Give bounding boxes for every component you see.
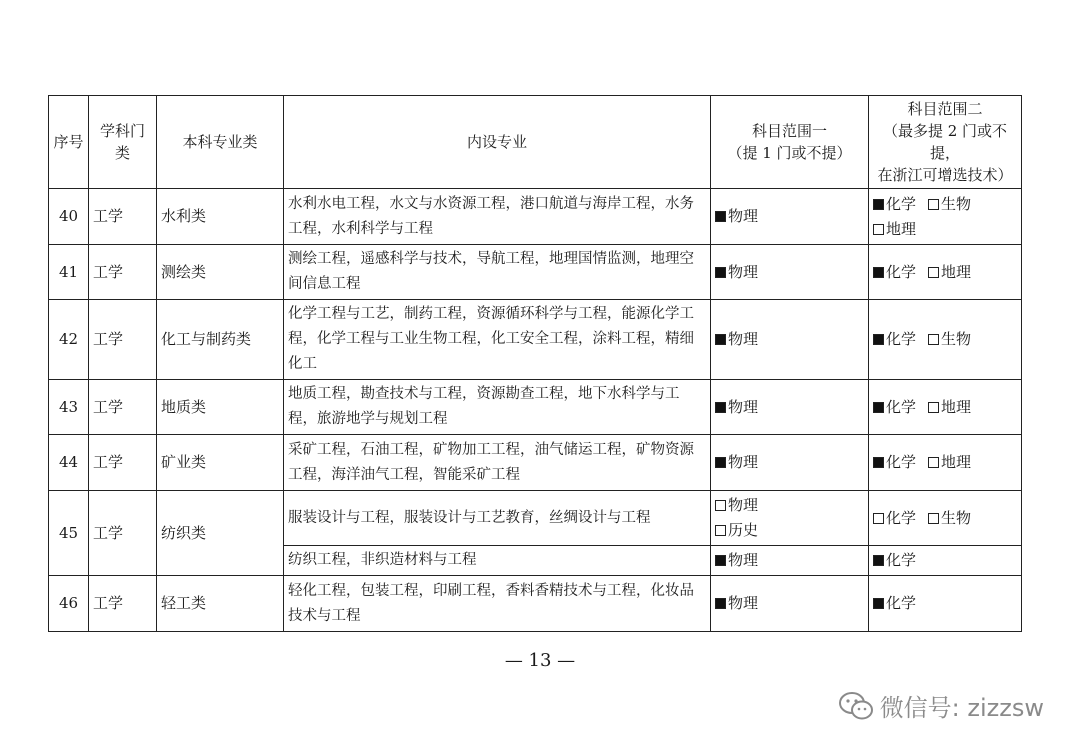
row-discipline: 工学 <box>89 435 157 491</box>
row-seq: 45 <box>49 491 89 576</box>
subject-option-label: 化学 <box>886 594 917 612</box>
row-scope1 <box>711 491 869 546</box>
subject-option-label: 物理 <box>728 397 759 416</box>
subject-option-label: 物理 <box>728 551 759 569</box>
row-scope1 <box>711 380 869 435</box>
row-scope2 <box>869 189 1022 245</box>
row-major-class: 化工与制药类 <box>157 300 284 380</box>
row-specialties: 化学工程与工艺，制药工程，资源循环科学与工程，能源化学工程，化学工程与工业生物工程，化工安全工程，涂料工程，精细化工 <box>284 300 711 380</box>
table-row <box>49 245 1022 300</box>
checked-box-icon <box>873 199 884 210</box>
row-seq: 46 <box>49 576 89 632</box>
subject-option <box>715 594 758 612</box>
subject-option <box>715 330 758 348</box>
subject-option-label: 化学 <box>886 397 917 416</box>
row-scope1 <box>711 576 869 632</box>
subject-option-label: 物理 <box>728 594 759 612</box>
unchecked-box-icon <box>715 525 726 536</box>
subject-option <box>873 594 916 612</box>
row-seq: 40 <box>49 189 89 245</box>
subject-option-label: 地理 <box>941 397 972 416</box>
checked-box-icon <box>873 555 884 566</box>
subject-option-label: 地理 <box>886 219 917 238</box>
row-discipline: 工学 <box>89 245 157 300</box>
page-number: — 13 — <box>504 650 576 671</box>
subject-option-label: 物理 <box>728 496 759 514</box>
header-major-class: 本科专业类 <box>157 96 284 189</box>
header-scope1-line1: 科目范围一 <box>751 122 827 140</box>
row-specialties: 水利水电工程，水文与水资源工程，港口航道与海岸工程，水务工程，水利科学与工程 <box>284 189 711 245</box>
table-row <box>49 380 1022 435</box>
row-scope2 <box>869 491 1022 546</box>
table-body <box>49 189 1022 632</box>
subject-option-label: 生物 <box>941 194 972 213</box>
table-row <box>49 435 1022 491</box>
checked-box-icon <box>715 334 726 345</box>
row-discipline: 工学 <box>89 491 157 576</box>
subject-option-label: 地理 <box>941 453 972 471</box>
subject-option <box>715 518 852 543</box>
unchecked-box-icon <box>928 199 939 210</box>
row-specialties: 纺织工程，非织造材料与工程 <box>284 546 711 576</box>
unchecked-box-icon <box>928 402 939 413</box>
watermark-text: 微信号: zizzsw <box>879 694 1044 722</box>
subject-option-label: 化学 <box>886 194 917 213</box>
row-specialties: 采矿工程，石油工程，矿物加工工程，油气储运工程，矿物资源工程，海洋油气工程，智能采矿工程 <box>284 435 711 491</box>
checked-box-icon <box>715 457 726 468</box>
subject-option <box>715 551 758 569</box>
watermark <box>838 688 1044 723</box>
header-scope2-line1: 科目范围二 <box>907 100 983 118</box>
subject-option <box>873 220 916 238</box>
checked-box-icon <box>873 267 884 278</box>
row-scope2 <box>869 300 1022 380</box>
header-discipline: 学科门类 <box>89 96 157 189</box>
row-specialties: 轻化工程，包装工程，印刷工程，香料香精技术与工程，化妆品技术与工程 <box>284 576 711 632</box>
subject-option <box>928 398 971 416</box>
subject-option <box>715 493 852 518</box>
row-discipline: 工学 <box>89 576 157 632</box>
table-row <box>49 300 1022 380</box>
checked-box-icon <box>715 267 726 278</box>
unchecked-box-icon <box>873 513 884 524</box>
wechat-logo-icon <box>838 691 874 721</box>
row-specialties: 地质工程，勘查技术与工程，资源勘查工程，地下水科学与工程，旅游地学与规划工程 <box>284 380 711 435</box>
row-scope1 <box>711 245 869 300</box>
subject-option <box>715 453 758 471</box>
row-seq: 41 <box>49 245 89 300</box>
checked-box-icon <box>715 402 726 413</box>
subject-option <box>928 330 971 348</box>
row-scope2 <box>869 546 1022 576</box>
header-seq: 序号 <box>49 96 89 189</box>
subject-option <box>873 263 916 281</box>
subject-requirements-table <box>48 95 1022 632</box>
subject-option-label: 地理 <box>941 262 972 281</box>
table-row <box>49 189 1022 245</box>
subject-option <box>873 551 916 569</box>
checked-box-icon <box>873 402 884 413</box>
subject-option <box>873 509 916 527</box>
subject-option-label: 历史 <box>728 521 759 539</box>
row-scope2 <box>869 576 1022 632</box>
subject-option-label: 化学 <box>886 330 917 348</box>
header-scope1 <box>711 96 869 189</box>
checked-box-icon <box>873 598 884 609</box>
row-discipline: 工学 <box>89 189 157 245</box>
subject-option-label: 物理 <box>728 330 759 348</box>
checked-box-icon <box>715 598 726 609</box>
row-scope2 <box>869 245 1022 300</box>
subject-option <box>715 263 758 281</box>
subject-option <box>928 509 971 527</box>
header-scope1-line2: （提 1 门或不提） <box>727 144 852 162</box>
subject-option <box>715 207 758 225</box>
row-scope1 <box>711 300 869 380</box>
header-scope2-line2: （最多提 2 门或不提， <box>882 122 1008 162</box>
subject-option-label: 物理 <box>728 262 759 281</box>
row-scope2 <box>869 435 1022 491</box>
subject-option-label: 化学 <box>886 551 917 569</box>
unchecked-box-icon <box>928 267 939 278</box>
subject-option-label: 化学 <box>886 453 917 471</box>
row-seq: 44 <box>49 435 89 491</box>
subject-option-label: 化学 <box>886 508 917 527</box>
subject-option-label: 物理 <box>728 207 759 225</box>
row-major-class: 矿业类 <box>157 435 284 491</box>
row-major-class: 地质类 <box>157 380 284 435</box>
row-scope1 <box>711 189 869 245</box>
row-specialties: 测绘工程，遥感科学与技术，导航工程，地理国情监测，地理空间信息工程 <box>284 245 711 300</box>
table-row <box>49 576 1022 632</box>
row-major-class: 测绘类 <box>157 245 284 300</box>
row-seq: 43 <box>49 380 89 435</box>
subject-option <box>873 453 916 471</box>
table-row <box>49 491 1022 546</box>
row-seq: 42 <box>49 300 89 380</box>
row-discipline: 工学 <box>89 300 157 380</box>
subject-option <box>873 330 916 348</box>
unchecked-box-icon <box>715 500 726 511</box>
subject-option-label: 生物 <box>941 508 972 527</box>
subject-option <box>928 263 971 281</box>
header-scope2-line3: 在浙江可增选技术） <box>877 166 1013 184</box>
checked-box-icon <box>715 555 726 566</box>
row-scope1 <box>711 546 869 576</box>
row-major-class: 水利类 <box>157 189 284 245</box>
row-specialties: 服装设计与工程，服装设计与工艺教育，丝绸设计与工程 <box>284 491 711 546</box>
subject-option <box>928 195 971 213</box>
subject-option <box>873 398 916 416</box>
unchecked-box-icon <box>873 224 884 235</box>
row-scope1 <box>711 435 869 491</box>
unchecked-box-icon <box>928 334 939 345</box>
table-header-row <box>49 96 1022 189</box>
row-scope2 <box>869 380 1022 435</box>
subject-option <box>928 453 971 471</box>
checked-box-icon <box>873 334 884 345</box>
row-discipline: 工学 <box>89 380 157 435</box>
row-major-class: 纺织类 <box>157 491 284 576</box>
subject-option <box>873 195 916 213</box>
unchecked-box-icon <box>928 457 939 468</box>
checked-box-icon <box>873 457 884 468</box>
subject-option <box>715 398 758 416</box>
header-specialties: 内设专业 <box>284 96 711 189</box>
checked-box-icon <box>715 211 726 222</box>
row-major-class: 轻工类 <box>157 576 284 632</box>
header-scope2 <box>869 96 1022 189</box>
subject-option-label: 物理 <box>728 453 759 471</box>
subject-option-label: 生物 <box>941 330 972 348</box>
unchecked-box-icon <box>928 513 939 524</box>
subject-option-label: 化学 <box>886 262 917 281</box>
